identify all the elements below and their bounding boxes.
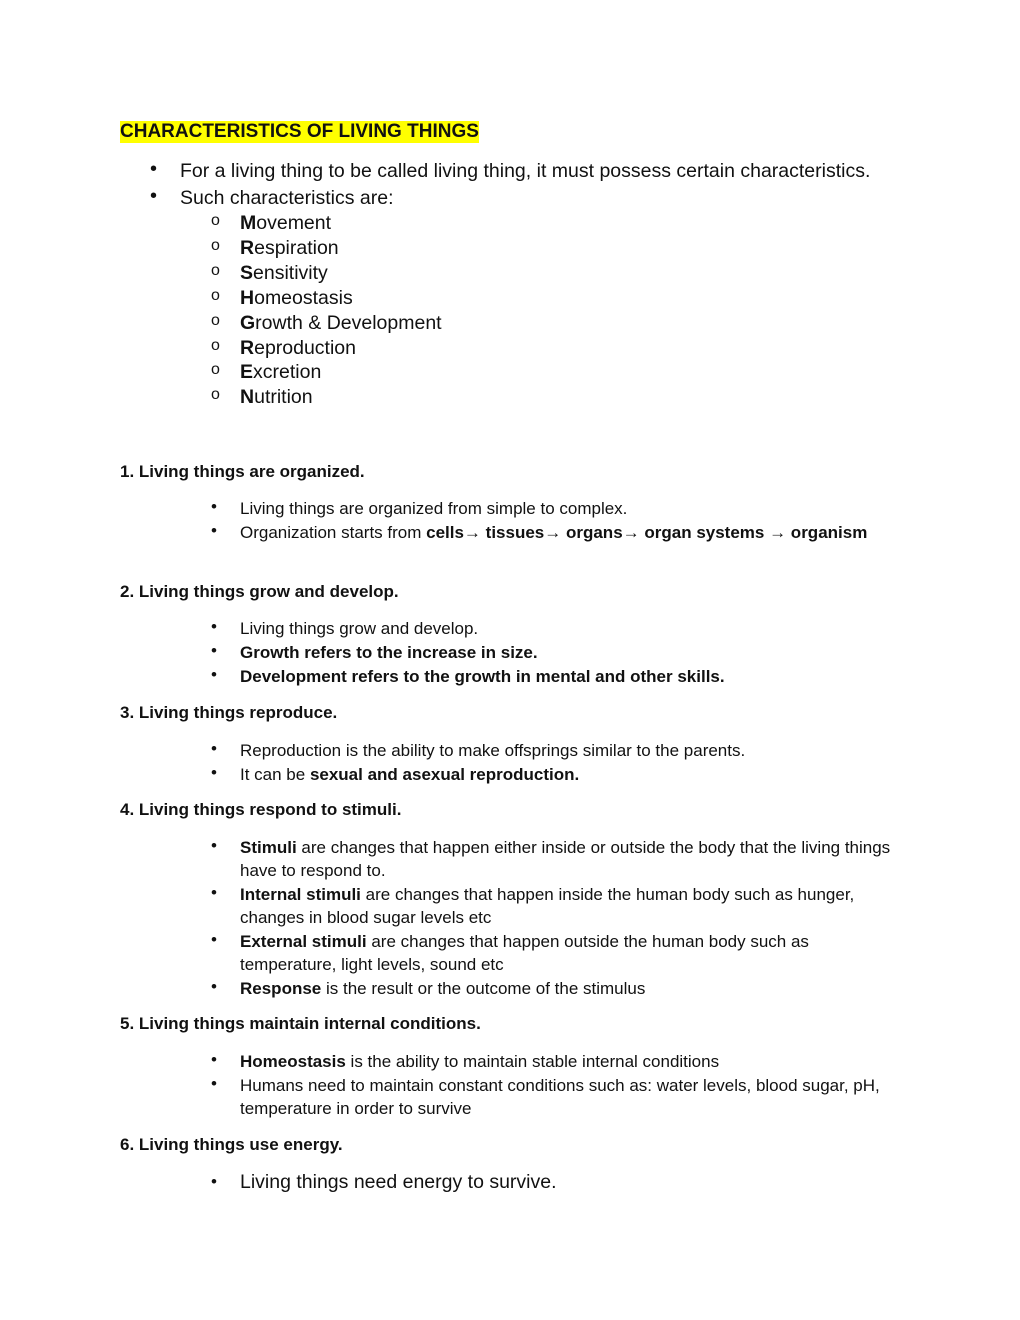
bold-text: External stimuli: [240, 932, 367, 951]
bullet-icon: •: [150, 158, 158, 180]
circle-bullet-icon: o: [211, 361, 220, 379]
circle-bullet-icon: o: [211, 261, 220, 279]
bullet-icon: •: [211, 1074, 217, 1093]
bullet-icon: •: [211, 1050, 217, 1069]
bullet-item: [240, 1171, 905, 1194]
bullet-icon: •: [211, 977, 217, 996]
bold-text: Internal stimuli: [240, 885, 361, 904]
characteristic-item: [240, 311, 442, 335]
bullet-icon: •: [211, 521, 217, 540]
text: is the ability to maintain stable internal conditions: [345, 1052, 720, 1071]
bullet-icon: •: [211, 763, 217, 782]
bullet-item: [240, 836, 905, 882]
rest-of-word: ovement: [256, 212, 332, 234]
characteristic-item: [240, 286, 353, 310]
bold-text: Homeostasis: [240, 1052, 346, 1071]
text: are changes that happen outside the human body such as temperature, light levels, sound etc: [240, 932, 809, 974]
text: Humans need to maintain constant conditions such as: water levels, blood sugar, pH, temperature in order to survive: [240, 1076, 880, 1118]
circle-bullet-icon: o: [211, 236, 220, 254]
page-title: CHARACTERISTICS OF LIVING THINGS: [120, 121, 479, 142]
bold-text: sexual and asexual reproduction.: [309, 765, 580, 784]
circle-bullet-icon: o: [211, 311, 220, 329]
rest-of-word: ensitivity: [253, 261, 328, 284]
rest-of-word: espiration: [254, 236, 339, 259]
rest-of-word: omeostasis: [254, 286, 353, 309]
initial-letter: R: [240, 336, 255, 359]
bold-text: cells→ tissues→ organs→ organ systems → organism: [426, 523, 868, 542]
bullet-item: [240, 883, 905, 929]
circle-bullet-icon: o: [211, 336, 220, 354]
bullet-icon: •: [150, 185, 158, 207]
bullet-item: [240, 521, 905, 544]
section-heading: 5. Living things maintain internal conditions.: [120, 1014, 481, 1033]
bold-text: Growth refers to the increase in size.: [240, 643, 538, 662]
characteristic-item: [240, 385, 313, 409]
bullet-item: [240, 1074, 905, 1120]
text: Living things are organized from simple to complex.: [240, 499, 628, 518]
bullet-icon: •: [211, 665, 217, 684]
rest-of-word: xcretion: [253, 361, 322, 384]
bullet-item: [240, 977, 905, 1000]
bold-text: Development refers to the growth in mental and other skills.: [240, 667, 725, 686]
initial-letter: R: [240, 236, 255, 259]
bullet-item: [240, 930, 905, 976]
bullet-item: [240, 763, 905, 786]
section-heading: 6. Living things use energy.: [120, 1135, 343, 1154]
circle-bullet-icon: o: [211, 212, 220, 229]
section-heading: 3. Living things reproduce.: [120, 703, 338, 722]
bullet-item: [240, 497, 905, 520]
text: Living things grow and develop.: [240, 619, 479, 638]
bullet-item: [240, 739, 905, 762]
intro-item: For a living thing to be called living thing, it must possess certain characteristics.: [180, 160, 871, 182]
bullet-icon: •: [211, 1172, 217, 1191]
bullet-item: [240, 641, 905, 664]
initial-letter: G: [240, 311, 256, 334]
text: are changes that happen either inside or outside the body that the living things have to respond to.: [240, 838, 891, 880]
bullet-icon: •: [211, 497, 217, 516]
bullet-item: [240, 665, 905, 688]
intro-item: Such characteristics are:: [180, 187, 394, 209]
text: Reproduction is the ability to make offsprings similar to the parents.: [240, 741, 746, 760]
characteristic-item: [240, 211, 331, 235]
section-heading: 2. Living things grow and develop.: [120, 582, 399, 601]
bullet-item: [240, 1050, 905, 1073]
text: Living things need energy to survive.: [240, 1171, 557, 1193]
characteristic-item: [240, 261, 328, 285]
text: Organization starts from: [240, 523, 427, 542]
text: is the result or the outcome of the stimulus: [321, 979, 646, 998]
initial-letter: S: [240, 261, 254, 284]
initial-letter: E: [240, 361, 254, 384]
initial-letter: N: [240, 386, 255, 409]
section-heading: 4. Living things respond to stimuli.: [120, 800, 402, 819]
bold-text: Stimuli: [240, 838, 297, 857]
bold-text: Response: [240, 979, 322, 998]
bullet-icon: •: [211, 739, 217, 758]
characteristic-item: [240, 360, 321, 384]
text: It can be: [240, 765, 310, 784]
bullet-icon: •: [211, 930, 217, 949]
initial-letter: H: [240, 286, 255, 309]
characteristic-item: [240, 236, 339, 260]
section-heading: 1. Living things are organized.: [120, 462, 365, 481]
initial-letter: M: [240, 212, 257, 234]
bullet-item: [240, 617, 905, 640]
rest-of-word: utrition: [254, 386, 313, 409]
circle-bullet-icon: o: [211, 386, 220, 404]
bullet-icon: •: [211, 641, 217, 660]
text: are changes that happen inside the human body such as hunger, changes in blood sugar levels etc: [240, 885, 855, 927]
rest-of-word: rowth & Development: [255, 311, 442, 334]
circle-bullet-icon: o: [211, 286, 220, 304]
bullet-icon: •: [211, 883, 217, 902]
characteristic-item: [240, 336, 356, 360]
bullet-icon: •: [211, 617, 217, 636]
rest-of-word: eproduction: [254, 336, 357, 359]
bullet-icon: •: [211, 836, 217, 855]
